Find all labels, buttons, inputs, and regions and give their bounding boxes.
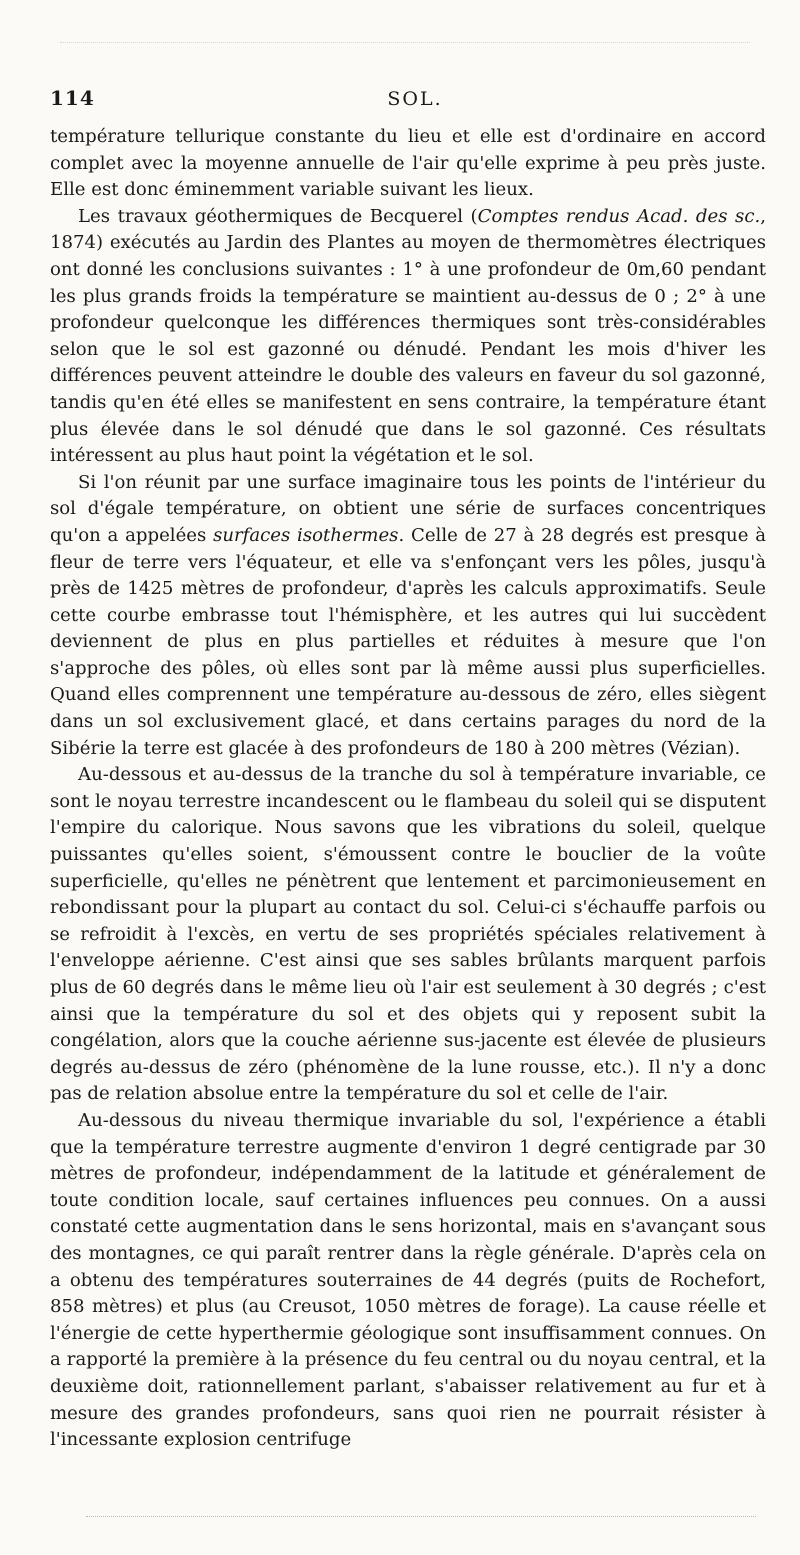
running-head: SOL. bbox=[387, 88, 443, 110]
paragraph-text: . Celle de 27 à 28 degrés est presque à fleur de terre vers l'équateur, et elle va s'enfonçant vers les pôles, jusqu'à près de 1425 mètres de profondeur, d'après les calculs approximatifs. Seule cette courbe embrasse tout l'hémisphère, et les autres qui lui succèdent deviennent de plus en plus partielles et réduites à mesure que l'on s'approche des pôles, où elles sont par là même aussi plus superficielles. Quand elles comprennent une température au-dessous de zéro, elles siègent dans un sol exclusivement glacé, et dans certains parages du nord de la Sibérie la terre est glacée à des profondeurs de 180 à 200 mètres (Vézian). bbox=[50, 524, 766, 759]
term-surfaces-isothermes: surfaces isothermes bbox=[213, 524, 399, 546]
page-header bbox=[50, 86, 766, 116]
paragraph-noyau-soleil bbox=[50, 762, 766, 1108]
paragraph-continuation bbox=[50, 124, 766, 204]
paragraph-text: , 1874) exécutés au Jardin des Plantes au moyen de thermomètres électriques ont donné les conclusions suivantes : 1° à une profondeur de 0m,60 pendant les plus grands froids la température se maintient au-dessus de 0 ; 2° à une profondeur quelconque les différences thermiques sont très-considérables selon que le sol est gazonné ou dénudé. Pendant les mois d'hiver les différences peuvent atteindre le double des valeurs en faveur du sol gazonné, tandis qu'en été elles se manifestent en sens contraire, la température étant plus élevée dans le sol dénudé que dans le sol gazonné. Ces résultats intéressent au plus haut point la végétation et le sol. bbox=[50, 205, 766, 467]
page-edge-speckle-bottom bbox=[86, 1516, 756, 1517]
paragraph-text: température tellurique constante du lieu et elle est d'ordinaire en accord complet avec la moyenne annuelle de l'air qu'elle exprime à peu près juste. Elle est donc éminemment variable suivant les lieux. bbox=[50, 126, 766, 201]
paragraph-isothermes bbox=[50, 470, 766, 763]
paragraph-text: Au-dessous et au-dessus de la tranche du sol à température invariable, ce sont le noyau terrestre incandescent ou le flambeau du soleil qui se disputent l'empire du calorique. Nous savons que les vibrations du soleil, quelque puissantes qu'elles soient, s'émoussent contre le bouclier de la voûte superficielle, qu'elles ne pénètrent que lentement et parcimonieusement en rebondissant pour la plupart au contact du sol. Celui-ci s'échauffe parfois ou se refroidit à l'excès, en vertu de ses propriétés spéciales relativement à l'enveloppe aérienne. C'est ainsi que ses sables brûlants marquent parfois plus de 60 degrés dans le même lieu où l'air est seulement à 30 degrés ; c'est ainsi que la température du sol et des objets qui y reposent subit la congélation, alors que la couche aérienne sus-jacente est élevée de plusieurs degrés au-dessus de zéro (phénomène de la lune rousse, etc.). Il n'y a donc pas de relation absolue entre la température du sol et celle de l'air. bbox=[50, 764, 766, 1105]
page-number: 114 bbox=[50, 86, 95, 110]
paragraph-text: Au-dessous du niveau thermique invariable du sol, l'expérience a établi que la température terrestre augmente d'environ 1 degré centigrade par 30 mètres de profondeur, indépendamment de la latitude et généralement de toute condition locale, sauf certaines influences peu connues. On a aussi constaté cette augmentation dans le sens horizontal, mais en s'avançant sous des montagnes, ce qui paraît rentrer dans la règle générale. D'après cela on a obtenu des températures souterraines de 44 degrés (puits de Rochefort, 858 mètres) et plus (au Creusot, 1050 mètres de forage). La cause réelle et l'énergie de cette hyperthermie géologique sont insuffisamment connues. On a rapporté la première à la présence du feu central ou du noyau central, et la deuxième doit, rationnellement parlant, s'abaisser relativement au fur et à mesure des grandes profondeurs, sans quoi rien ne pourrait résister à l'incessante explosion centrifuge bbox=[50, 1109, 766, 1451]
citation-title: Comptes rendus Acad. des sc. bbox=[477, 205, 761, 227]
paragraph-text: Si l'on réunit par une surface imaginaire tous les points de l'intérieur du sol d'égale température, on obtient une série de surfaces concentriques qu'on a appelées bbox=[50, 471, 766, 546]
paragraph-text: Les travaux géothermiques de Becquerel ( bbox=[78, 205, 478, 227]
page-edge-speckle bbox=[60, 42, 750, 43]
body-text bbox=[50, 124, 766, 1454]
paragraph-niveau-thermique bbox=[50, 1108, 766, 1454]
paragraph-becquerel bbox=[50, 204, 766, 470]
